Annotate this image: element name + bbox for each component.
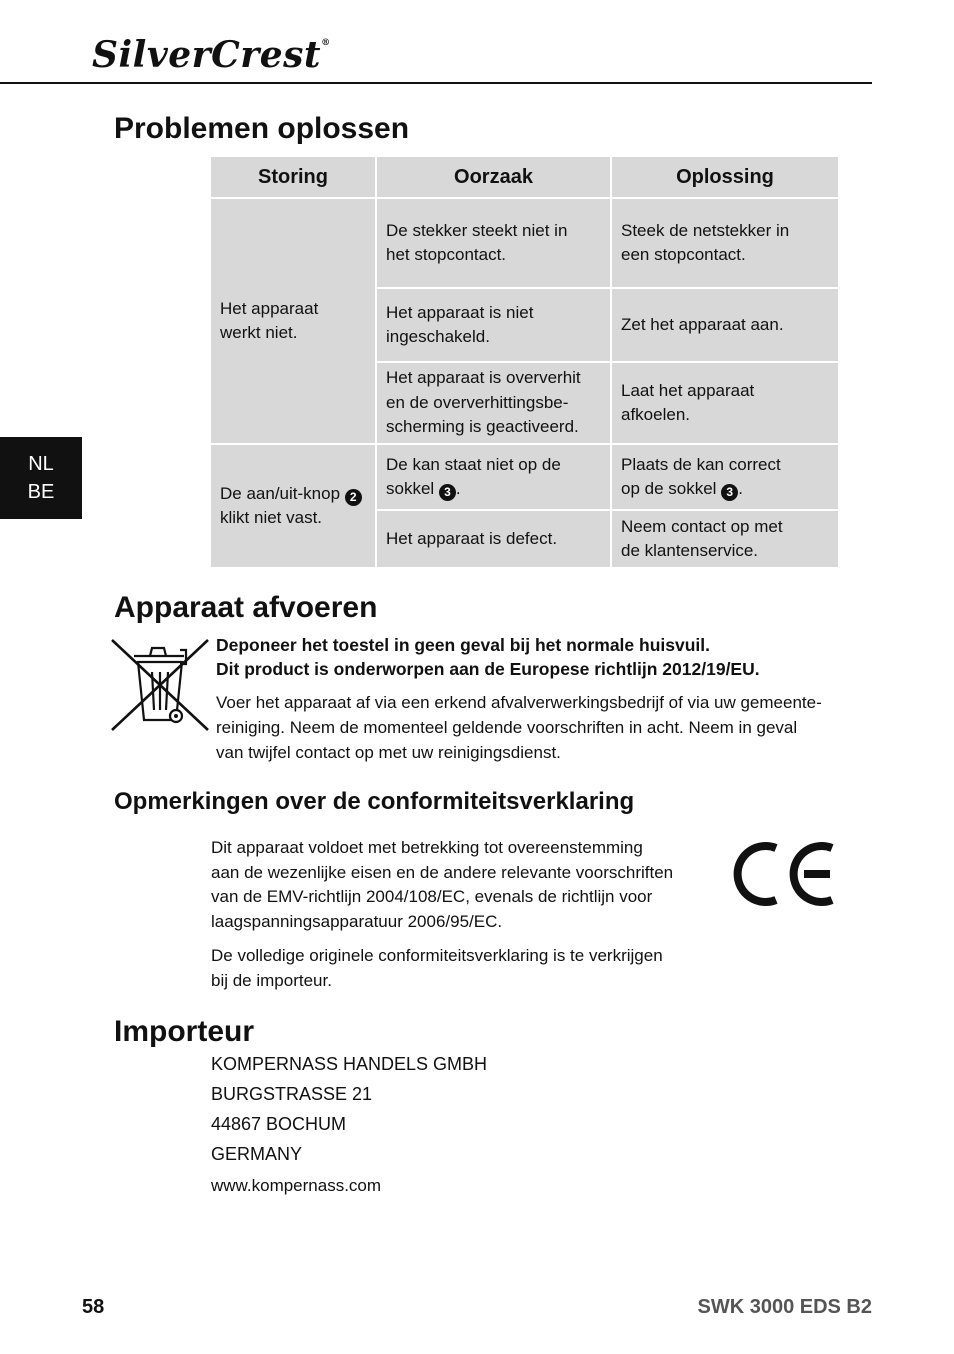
troubleshooting-title: Problemen oplossen: [114, 112, 410, 145]
solution-cell: Zet het apparaat aan.: [612, 289, 838, 363]
disposal-warning-2: Dit product is onderworpen aan de Europese richtlijn 2012/19/EU.: [216, 659, 760, 679]
conformity-title: Opmerkingen over de conformiteitsverklaring: [114, 788, 635, 815]
table-row: [211, 445, 838, 511]
part-number-badge: 3: [721, 484, 738, 501]
language-code-nl: NL: [28, 453, 54, 475]
cause-cell: De stekker steekt niet in het stopcontact.: [377, 199, 612, 289]
importer-website: www.kompernass.com: [211, 1176, 382, 1195]
table-row: [211, 199, 838, 289]
language-code-be: BE: [27, 481, 55, 503]
cause-cell: Het apparaat is niet ingeschakeld.: [377, 289, 612, 363]
model-number: SWK 3000 EDS B2: [697, 1296, 872, 1318]
importer-address-line: BURGSTRASSE 21: [211, 1084, 373, 1104]
table-header-row: [211, 157, 838, 199]
header-rule: [0, 82, 872, 84]
fault-cell: De aan/uit-knop 2 klikt niet vast.: [211, 445, 377, 569]
importer-address-line: 44867 BOCHUM: [211, 1114, 347, 1134]
crossed-out-wheelie-bin-icon: [106, 634, 214, 734]
part-number-badge: 2: [345, 489, 362, 506]
language-tab: [0, 437, 82, 519]
fault-cell: Het apparaat werkt niet.: [211, 199, 377, 445]
table-header-storing: Storing: [211, 157, 377, 199]
table-header-oplossing: Oplossing: [612, 157, 838, 199]
page-number: 58: [82, 1296, 105, 1318]
disposal-text-line: van twijfel contact op met uw reinigingsdienst.: [216, 743, 561, 762]
disposal-text-line: reiniging. Neem de momenteel geldende voorschriften in acht. Neem in geval: [216, 718, 798, 737]
cause-cell: De kan staat niet op de sokkel 3 .: [377, 445, 612, 511]
disposal-warning-1: Deponeer het toestel in geen geval bij het normale huisvuil.: [216, 635, 710, 655]
table-header-oorzaak: Oorzaak: [377, 157, 612, 199]
solution-cell: Neem contact op met de klantenservice.: [612, 511, 838, 569]
disposal-title: Apparaat afvoeren: [114, 591, 378, 624]
solution-cell: Laat het apparaat afkoelen.: [612, 363, 838, 445]
conformity-text-line: bij de importeur.: [211, 971, 332, 990]
troubleshooting-table: [211, 157, 838, 569]
conformity-text-line: van de EMV-richtlijn 2004/108/EC, evenals de richtlijn voor: [211, 887, 653, 906]
cause-cell: Het apparaat is oververhit en de oververhittingsbe-scherming is geactiveerd.: [377, 363, 612, 445]
part-number-badge: 3: [439, 484, 456, 501]
importer-address-line: GERMANY: [211, 1144, 303, 1164]
conformity-text-line: laagspanningsapparatuur 2006/95/EC.: [211, 912, 503, 931]
brand-logo: SilverCrest®: [92, 34, 331, 76]
conformity-text-line: De volledige originele conformiteitsverklaring is te verkrijgen: [211, 946, 663, 965]
importer-address-line: KOMPERNASS HANDELS GMBH: [211, 1054, 488, 1074]
solution-cell: Steek de netstekker in een stopcontact.: [612, 199, 838, 289]
conformity-text-line: aan de wezenlijke eisen en de andere relevante voorschriften: [211, 863, 674, 882]
solution-cell: Plaats de kan correct op de sokkel 3 .: [612, 445, 838, 511]
importer-title: Importeur: [114, 1015, 255, 1048]
ce-mark-icon: [732, 838, 838, 910]
conformity-text-line: Dit apparaat voldoet met betrekking tot overeenstemming: [211, 838, 643, 857]
cause-cell: Het apparaat is defect.: [377, 511, 612, 569]
disposal-text-line: Voer het apparaat af via een erkend afvalverwerkingsbedrijf of via uw gemeente-: [216, 693, 822, 712]
